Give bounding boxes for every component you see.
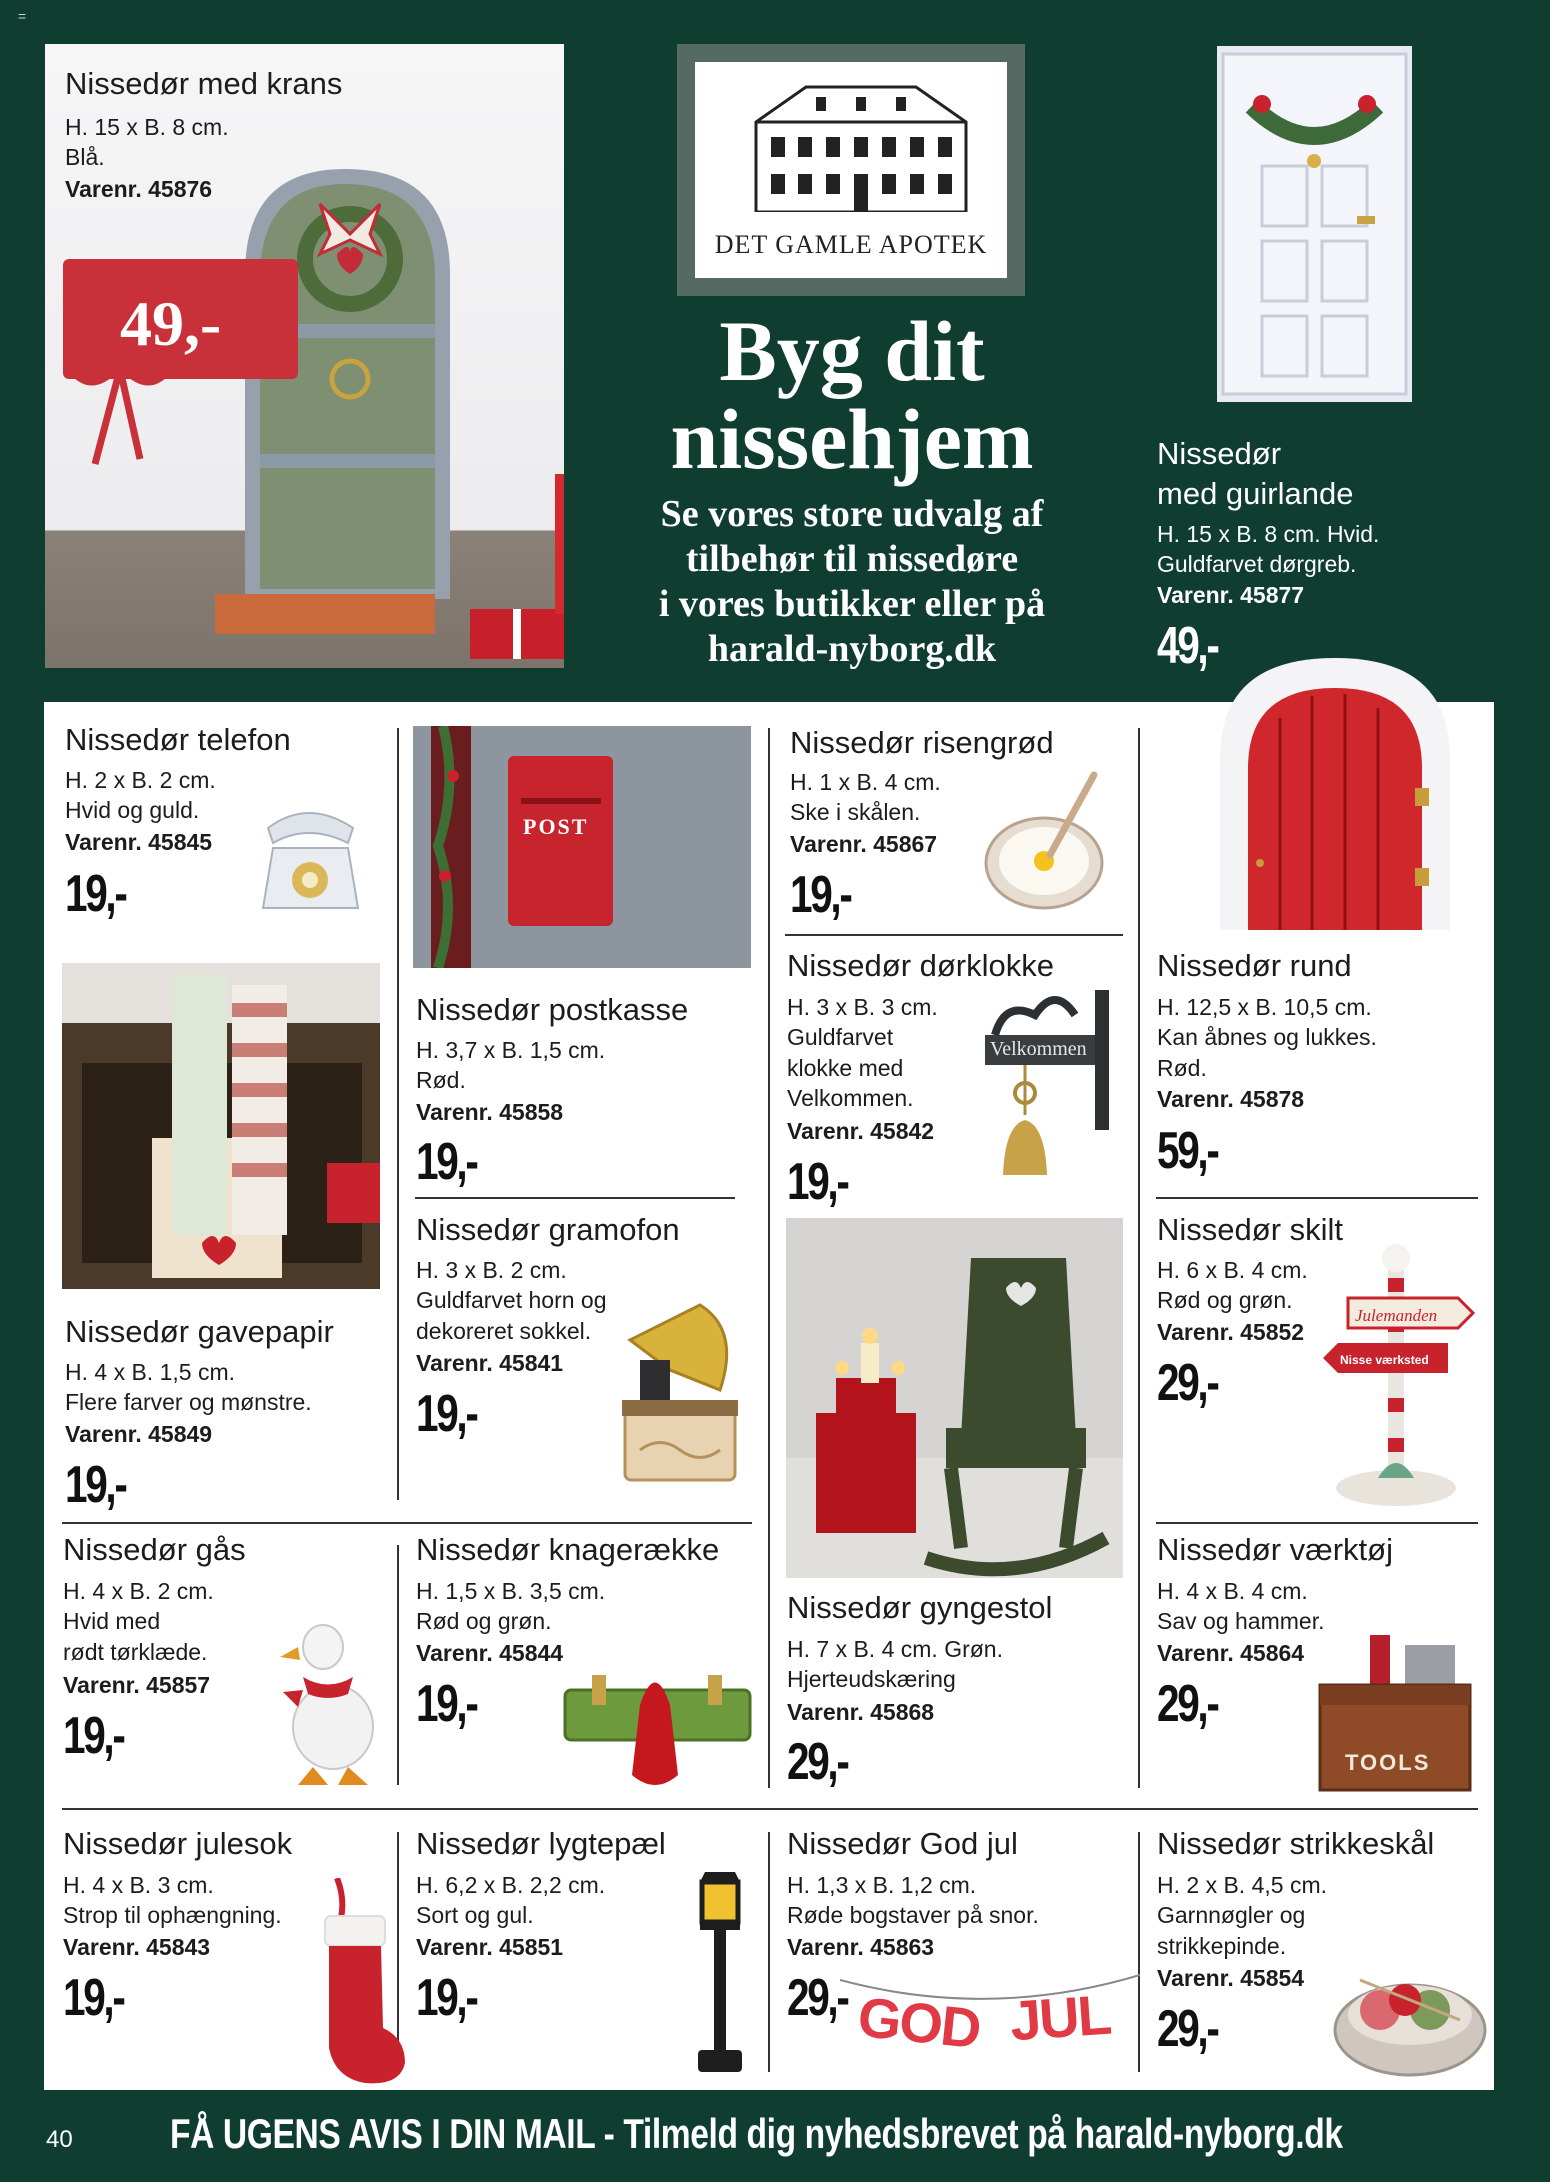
column-divider — [768, 728, 770, 1788]
row-divider — [62, 1522, 752, 1524]
product-desc-godjul: H. 1,3 x B. 1,2 cm. Røde bogstaver på snor. — [787, 1872, 1039, 1929]
product-name-guirlande-1: Nissedør — [1157, 436, 1282, 471]
hero-sub-2: tilbehør til nissedøre — [685, 538, 1019, 580]
hero-sub-1: Se vores store udvalg af — [660, 493, 1044, 535]
goose-image — [268, 1612, 388, 1792]
product-photo-gavepapir — [62, 963, 380, 1289]
price-dorklokke: 19,- — [787, 1153, 848, 1211]
red-round-door-image — [1220, 658, 1450, 930]
row-divider — [785, 934, 1123, 936]
product-desc-skilt: H. 6 x B. 4 cm. Rød og grøn. — [1157, 1257, 1308, 1314]
garland-word-jul: JUL — [1007, 1982, 1112, 2053]
lamp-post-image — [680, 1862, 760, 2082]
product-desc-gramofon: H. 3 x B. 2 cm. Guldfarvet horn og dekoreret sokkel. — [416, 1257, 607, 1344]
product-desc-rund: H. 12,5 x B. 10,5 cm. Kan åbnes og lukkes. Rød. — [1157, 994, 1377, 1081]
product-photo-krans — [45, 44, 564, 668]
ribbon-bow-icon — [65, 344, 175, 474]
product-num-rund: Varenr. 45878 — [1157, 1086, 1305, 1112]
hero-sub-4: harald-nyborg.dk — [707, 628, 997, 670]
row-divider — [415, 1197, 735, 1199]
footer-newsletter-text[interactable]: FÅ UGENS AVIS I DIN MAIL - Tilmeld dig nyhedsbrevet på harald-nyborg.dk — [170, 2110, 1343, 2157]
row-divider — [1156, 1522, 1478, 1524]
product-name-gas: Nissedør gås — [63, 1532, 246, 1567]
product-name-knagraekke: Nissedør knagerække — [416, 1532, 720, 1567]
product-name-vaerktoj: Nissedør værktøj — [1157, 1532, 1393, 1567]
page-number: 40 — [46, 2126, 73, 2153]
product-photo-postkasse — [413, 726, 751, 968]
product-desc-postkasse: H. 3,7 x B. 1,5 cm. Rød. — [416, 1037, 606, 1094]
price-knagraekke: 19,- — [416, 1675, 477, 1733]
product-num-knagraekke: Varenr. 45844 — [416, 1640, 564, 1666]
logo-frame — [677, 44, 1025, 296]
product-desc-risengrod: H. 1 x B. 4 cm. Ske i skålen. — [790, 769, 941, 826]
product-photo-gyngestol — [786, 1218, 1123, 1578]
price-gavepapir: 19,- — [65, 1456, 126, 1514]
column-divider — [397, 1545, 399, 1785]
product-name-postkasse: Nissedør postkasse — [416, 992, 689, 1027]
stocking-image — [305, 1878, 415, 2088]
price-postkasse: 19,- — [416, 1133, 477, 1191]
product-desc-gas: H. 4 x B. 2 cm. Hvid med rødt tørklæde. — [63, 1578, 214, 1665]
price-rund: 59,- — [1157, 1122, 1218, 1180]
product-name-strikkeskal: Nissedør strikkeskål — [1157, 1826, 1435, 1861]
product-num-gavepapir: Varenr. 45849 — [65, 1421, 213, 1447]
mailbox-image — [413, 726, 751, 968]
price-krans: 49,- — [120, 288, 222, 359]
product-name-dorklokke: Nissedør dørklokke — [787, 948, 1054, 983]
product-num-telefon: Varenr. 45845 — [65, 829, 213, 855]
product-photo-rund — [1220, 658, 1450, 930]
price-telefon: 19,- — [65, 865, 126, 923]
product-desc-vaerktoj: H. 4 x B. 4 cm. Sav og hammer. — [1157, 1578, 1325, 1635]
corner-mark: = — [18, 8, 27, 24]
product-name-skilt: Nissedør skilt — [1157, 1212, 1344, 1247]
product-name-krans: Nissedør med krans — [65, 66, 343, 101]
product-desc-telefon: H. 2 x B. 2 cm. Hvid og guld. — [65, 767, 216, 824]
product-desc-julesok: H. 4 x B. 3 cm. Strop til ophængning. — [63, 1872, 282, 1929]
doorbell-image — [975, 985, 1125, 1195]
signpost-text-2: Nisse værksted — [1340, 1353, 1429, 1367]
product-num-gramofon: Varenr. 45841 — [416, 1350, 564, 1376]
white-door-image — [1217, 46, 1412, 402]
price-risengrod: 19,- — [790, 866, 851, 924]
rocking-chair-image — [786, 1218, 1123, 1578]
mailbox-label: POST — [523, 814, 589, 839]
product-desc-krans: H. 15 x B. 8 cm. Blå. — [65, 114, 229, 171]
hero-title-line1: Byg dit — [719, 303, 985, 399]
product-num-gas: Varenr. 45857 — [63, 1672, 211, 1698]
building-icon — [746, 82, 976, 212]
toolbox-label: TOOLS — [1345, 1750, 1431, 1775]
price-skilt: 29,- — [1157, 1354, 1218, 1412]
product-num-guirlande: Varenr. 45877 — [1157, 582, 1305, 608]
product-name-guirlande-2: med guirlande — [1157, 476, 1354, 511]
price-strikkeskal: 29,- — [1157, 2000, 1218, 2058]
product-name-risengrod: Nissedør risengrød — [790, 725, 1054, 760]
price-vaerktoj: 29,- — [1157, 1675, 1218, 1733]
product-desc-lygtepael: H. 6,2 x B. 2,2 cm. Sort og gul. — [416, 1872, 606, 1929]
product-num-skilt: Varenr. 45852 — [1157, 1319, 1305, 1345]
product-desc-gavepapir: H. 4 x B. 1,5 cm. Flere farver og mønstre. — [65, 1359, 312, 1416]
price-gyngestol: 29,- — [787, 1733, 848, 1791]
hero-sub-3: i vores butikker eller på — [658, 583, 1046, 625]
product-desc-knagraekke: H. 1,5 x B. 3,5 cm. Rød og grøn. — [416, 1578, 606, 1635]
product-num-dorklokke: Varenr. 45842 — [787, 1118, 935, 1144]
product-num-strikkeskal: Varenr. 45854 — [1157, 1965, 1305, 1991]
product-num-lygtepael: Varenr. 45851 — [416, 1934, 564, 1960]
column-divider — [1138, 1832, 1140, 2072]
price-gramofon: 19,- — [416, 1385, 477, 1443]
column-divider — [397, 728, 399, 1500]
product-name-julesok: Nissedør julesok — [63, 1826, 293, 1861]
product-name-lygtepael: Nissedør lygtepæl — [416, 1826, 666, 1861]
column-divider — [1138, 728, 1140, 1788]
signpost-text-1: Julemanden — [1355, 1306, 1438, 1325]
telephone-image — [238, 788, 378, 918]
product-num-krans: Varenr. 45876 — [65, 176, 213, 202]
product-num-gyngestol: Varenr. 45868 — [787, 1699, 935, 1725]
gift-wrap-image — [62, 963, 380, 1289]
product-name-rund: Nissedør rund — [1157, 948, 1352, 983]
price-julesok: 19,- — [63, 1969, 124, 2027]
column-divider — [768, 1832, 770, 2072]
product-desc-strikkeskal: H. 2 x B. 4,5 cm. Garnnøgler og strikkepinde. — [1157, 1872, 1327, 1959]
product-name-godjul: Nissedør God jul — [787, 1826, 1018, 1861]
product-name-gavepapir: Nissedør gavepapir — [65, 1314, 334, 1349]
product-desc-guirlande: H. 15 x B. 8 cm. Hvid. Guldfarvet dørgreb. — [1157, 521, 1380, 578]
gramophone-image — [610, 1300, 750, 1500]
product-desc-gyngestol: H. 7 x B. 4 cm. Grøn. Hjerteudskæring — [787, 1636, 1003, 1693]
row-divider — [62, 1808, 1478, 1810]
product-name-gyngestol: Nissedør gyngestol — [787, 1590, 1053, 1625]
logo — [695, 62, 1007, 278]
coat-rack-image — [560, 1665, 760, 1795]
signpost-image — [1318, 1238, 1478, 1508]
garland-word-god: GOD — [855, 1984, 983, 2061]
logo-text: DET GAMLE APOTEK — [714, 230, 988, 259]
price-guirlande: 49,- — [1157, 617, 1218, 675]
porridge-bowl-image — [982, 765, 1112, 915]
product-name-gramofon: Nissedør gramofon — [416, 1212, 680, 1247]
price-gas: 19,- — [63, 1707, 124, 1765]
product-num-risengrod: Varenr. 45867 — [790, 831, 938, 857]
product-num-vaerktoj: Varenr. 45864 — [1157, 1640, 1305, 1666]
product-photo-guirlande — [1217, 46, 1412, 402]
product-num-julesok: Varenr. 45843 — [63, 1934, 211, 1960]
product-num-godjul: Varenr. 45863 — [787, 1934, 935, 1960]
knitting-bowl-image — [1330, 1960, 1490, 2080]
price-godjul: 29,- — [787, 1969, 848, 2027]
product-desc-dorklokke: H. 3 x B. 3 cm. Guldfarvet klokke med Velkommen. — [787, 994, 938, 1112]
product-name-telefon: Nissedør telefon — [65, 722, 291, 757]
doorbell-sign: Velkommen — [990, 1038, 1087, 1060]
product-num-postkasse: Varenr. 45858 — [416, 1099, 564, 1125]
row-divider — [1156, 1197, 1478, 1199]
hero-title-line2: nissehjem — [670, 391, 1034, 487]
price-lygtepael: 19,- — [416, 1969, 477, 2027]
